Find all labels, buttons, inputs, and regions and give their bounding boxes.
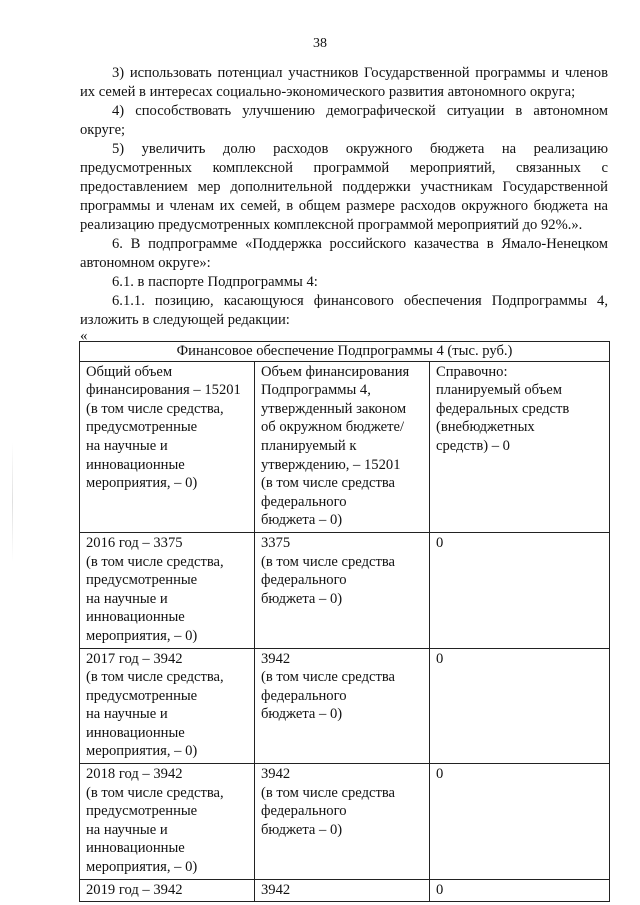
- cell-line: федерального: [261, 803, 347, 820]
- cell-line: бюджета – 0): [261, 706, 343, 723]
- year-reference-cell: [430, 879, 610, 902]
- year-reference-cell: [430, 648, 610, 764]
- year-total-cell: [80, 879, 255, 902]
- cell-line: 3942: [261, 766, 291, 783]
- cell-line: 0: [436, 881, 444, 898]
- cell-line: мероприятия, – 0): [86, 475, 198, 492]
- table-row: [80, 648, 610, 764]
- table-caption: Финансовое обеспечение Подпрограммы 4 (тыс. руб.): [80, 342, 610, 362]
- year-budget-cell: [255, 879, 430, 902]
- cell-line: федеральных средств: [436, 400, 570, 417]
- cell-line: (в том числе средства,: [86, 553, 224, 570]
- opening-quote: «: [80, 328, 88, 344]
- year-total-cell: [80, 532, 255, 648]
- cell-line: предусмотренные: [86, 803, 198, 820]
- cell-line: на научные и: [86, 590, 168, 607]
- cell-line: на научные и: [86, 437, 168, 454]
- cell-line: 2018 год – 3942: [86, 766, 183, 783]
- cell-line: (в том числе средства: [261, 475, 396, 492]
- cell-line: бюджета – 0): [261, 512, 343, 529]
- year-budget-cell: [255, 764, 430, 880]
- cell-line: планируемый к: [261, 437, 357, 454]
- cell-line: мероприятия, – 0): [86, 859, 198, 876]
- paragraph-section-6-1-1: 6.1.1. позицию, касающуюся финансового обеспечения Подпрограммы 4, изложить в следующей редакции:: [80, 293, 608, 328]
- cell-line: предусмотренные: [86, 572, 198, 589]
- paragraph-section-6: 6. В подпрограмме «Поддержка российского казачества в Ямало-Ненецком автономном округе»:: [80, 236, 608, 271]
- cell-line: (в том числе средства,: [86, 400, 224, 417]
- total-financing-cell: [80, 361, 255, 532]
- cell-line: 0: [436, 766, 444, 783]
- cell-line: инновационные: [86, 840, 185, 857]
- reference-federal-cell: [430, 361, 610, 532]
- cell-line: бюджета – 0): [261, 821, 343, 838]
- cell-line: 3942: [261, 881, 291, 898]
- cell-line: об окружном бюджете/: [261, 419, 405, 436]
- year-reference-cell: [430, 532, 610, 648]
- cell-line: (в том числе средства,: [86, 669, 224, 686]
- cell-line: инновационные: [86, 609, 185, 626]
- cell-line: средств) – 0: [436, 437, 510, 454]
- cell-line: 2016 год – 3375: [86, 534, 183, 551]
- cell-line: предусмотренные: [86, 687, 198, 704]
- year-total-cell: [80, 764, 255, 880]
- cell-line: (внебюджетных: [436, 419, 535, 436]
- table-header-row: [80, 361, 610, 532]
- cell-line: мероприятия, – 0): [86, 627, 198, 644]
- paragraph-item-4: 4) способствовать улучшению демографической ситуации в автономном округе;: [80, 103, 608, 138]
- cell-line: Общий объем: [86, 363, 173, 380]
- cell-line: (в том числе средства: [261, 553, 396, 570]
- cell-line: утвержденный законом: [261, 400, 407, 417]
- cell-line: Подпрограммы 4,: [261, 382, 371, 399]
- cell-line: на научные и: [86, 706, 168, 723]
- paragraph-section-6-1: 6.1. в паспорте Подпрограммы 4:: [112, 274, 318, 290]
- cell-line: 0: [436, 650, 444, 667]
- cell-line: 3375: [261, 534, 291, 551]
- cell-line: (в том числе средства: [261, 669, 396, 686]
- cell-line: 0: [436, 534, 444, 551]
- cell-line: инновационные: [86, 456, 185, 473]
- cell-line: финансирования – 15201: [86, 382, 241, 399]
- cell-line: Справочно:: [436, 363, 508, 380]
- cell-line: 2019 год – 3942: [86, 881, 183, 898]
- document-body: [80, 64, 608, 330]
- cell-line: (в том числе средства: [261, 784, 396, 801]
- cell-line: Объем финансирования: [261, 363, 410, 380]
- cell-line: 2017 год – 3942: [86, 650, 183, 667]
- cell-line: инновационные: [86, 724, 185, 741]
- table-caption-row: [80, 342, 610, 362]
- table-row: [80, 879, 610, 902]
- subprogram-financing-cell: [255, 361, 430, 532]
- cell-line: (в том числе средства,: [86, 784, 224, 801]
- year-budget-cell: [255, 648, 430, 764]
- cell-line: планируемый объем: [436, 382, 562, 399]
- paragraph-item-3: 3) использовать потенциал участников Государственной программы и членов их семей в интересах социально-экономического развития автономного округа;: [80, 65, 608, 100]
- cell-line: бюджета – 0): [261, 590, 343, 607]
- paragraph-item-5: 5) увеличить долю расходов окружного бюджета на реализацию предусмотренных комплексной программой мероприятий, связанных с предоставлением мер дополнительной поддержки участникам Государственной программы и членам их семей, в общем размере расходов окружного бюджета на реализацию предусмотренных комплексной программой мероприятий до 92%.».: [80, 141, 608, 233]
- table-row: [80, 532, 610, 648]
- year-reference-cell: [430, 764, 610, 880]
- cell-line: утверждению, – 15201: [261, 456, 401, 473]
- cell-line: мероприятия, – 0): [86, 743, 198, 760]
- financing-table: [79, 341, 610, 902]
- cell-line: на научные и: [86, 821, 168, 838]
- year-total-cell: [80, 648, 255, 764]
- cell-line: 3942: [261, 650, 291, 667]
- cell-line: федерального: [261, 493, 347, 510]
- page-number: 38: [313, 36, 327, 51]
- cell-line: предусмотренные: [86, 419, 198, 436]
- year-budget-cell: [255, 532, 430, 648]
- table-row: [80, 764, 610, 880]
- scan-margin-mark: [12, 442, 13, 562]
- cell-line: федерального: [261, 687, 347, 704]
- cell-line: федерального: [261, 572, 347, 589]
